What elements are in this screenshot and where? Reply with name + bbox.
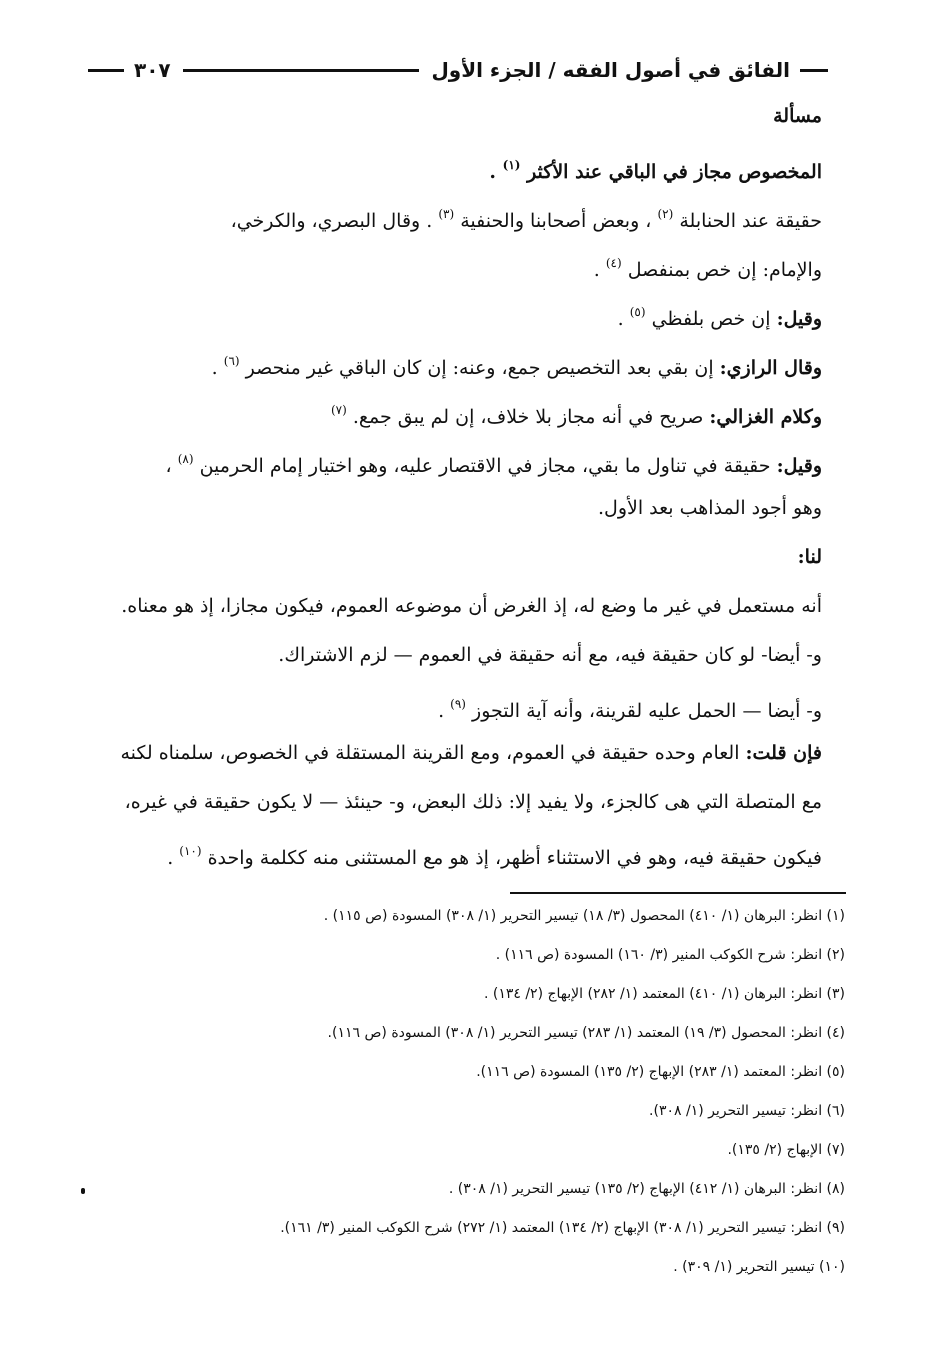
line-tail: . وقال البصري، والكرخي، [230,210,433,232]
line-text: لنا: [797,546,822,568]
paragraph-line [72,729,822,778]
line-lead: وقيل: [776,455,822,477]
header-rule-right [800,69,828,72]
footnote-ref: (١٠) [179,844,202,858]
line-text: وهو أجود المذاهب بعد الأول. [597,497,822,519]
ink-speck [81,1188,85,1194]
paragraph-line [72,288,822,337]
paragraph-line [72,778,822,827]
footnote-item: (٥) انظر: المعتمد (١/ ٢٨٣) الإبهاج (٢/ ١٣٥) المسودة (ص ١١٦). [476,1064,845,1080]
line-tail: . [211,357,218,379]
paragraph-line [72,533,822,582]
page-number: ٣٠٧ [134,58,171,82]
running-header [88,50,828,90]
line-text: أنه مستعمل في غير ما وضع له، إذ الغرض أن موضوعه العموم، فيكون مجازا، إذ هو معناه. [121,595,822,617]
line-tail: . [167,847,174,869]
footnote-ref: (٢) [657,207,674,221]
footnote-item: (١٠) تيسير التحرير (١/ ٣٠٩) . [673,1259,845,1275]
line-text: المخصوص مجاز في الباقي عند الأكثر [527,161,822,183]
line-text: إن بقي بعد التخصيص جمع، وعنه: إن كان الباقي غير منحصر [245,357,714,379]
line-tail: . [617,308,624,330]
line-tail: . [593,259,600,281]
footnote-ref: (٩) [450,697,466,711]
footnote-item: (٣) انظر: البرهان (١/ ٤١٠) المعتمد (١/ ٢٨٢) الإبهاج (٢/ ١٣٤) . [483,986,845,1002]
section-heading: مسألة [773,105,822,127]
line-text: إن خص بلفظي [651,308,771,330]
footnote-ref: (٨) [177,452,194,466]
line-text: العام وحده حقيقة في العموم، ومع القرينة المستقلة في الخصوص، سلمناه لكنه [120,742,740,764]
footnotes [100,900,845,1290]
line-tail: . [438,700,445,722]
line-text: حقيقة في تناول ما بقي، مجاز في الاقتصار عليه، وهو اختيار إمام الحرمين [199,455,771,477]
paragraph-line [72,386,822,435]
paragraph-line [72,827,822,876]
line-tail: . [489,161,496,183]
footnote-item: (٦) انظر: تيسير التحرير (١/ ٣٠٨). [649,1103,845,1119]
line-lead: فإن قلت: [745,742,822,764]
paragraph-line [72,337,822,386]
paragraph-line [72,631,822,680]
footnote-ref: (٦) [223,354,240,368]
line-text: و- أيضا- لو كان حقيقة فيه، مع أنه حقيقة في العموم — لزم الاشتراك. [278,644,822,666]
line-text: مع المتصلة التي هى كالجزء، ولا يفيد إلا: ذلك البعض، و- حينئذ — لا يكون حقيقة في غيره، [124,791,822,813]
footnote-item: (١) انظر: البرهان (١/ ٤١٠) المحصول (٣/ ١٨) تيسير التحرير (١/ ٣٠٨) المسودة (ص ١١٥) . [323,908,845,924]
footnote-item: (٨) انظر: البرهان (١/ ٤١٢) الإبهاج (٢/ ١٣٥) تيسير التحرير (١/ ٣٠٨) . [448,1181,845,1197]
footnote-ref: (٣) [438,207,455,221]
line-text: والإمام: إن خص بمنفصل [627,259,822,281]
paragraph-line [72,239,822,288]
footnote-item: (٩) انظر: تيسير التحرير (١/ ٣٠٨) الإبهاج (٢/ ١٣٤) المعتمد (١/ ٢٧٢) شرح الكوكب المنير (٣/ ١٦١). [280,1220,845,1236]
header-rule-middle [183,69,420,72]
line-lead: وقال الرازي: [719,357,822,379]
line-text: صريح في أنه مجاز بلا خلاف، إن لم يبق جمع. [352,406,704,428]
footnote-item: (٧) الإبهاج (٢/ ١٣٥). [727,1142,845,1158]
footnote-separator [510,892,846,894]
paragraph-line [72,680,822,729]
line-tail: ، [165,455,172,477]
footnote-ref: (٤) [605,256,622,270]
paragraph-line [72,435,822,484]
paragraph-line [72,190,822,239]
line-lead: وقيل: [776,308,822,330]
footnote-item: (٤) انظر: المحصول (٣/ ١٩) المعتمد (١/ ٢٨٣) تيسير التحرير (١/ ٣٠٨) المسودة (ص ١١٦). [327,1025,845,1041]
paragraph-line [72,484,822,533]
line-text: و- أيضا — الحمل عليه لقرينة، وأنه آية التجوز [472,700,822,722]
paragraph-line [72,141,822,190]
line-tail: ، وبعض أصحابنا والحنفية [460,210,652,232]
main-text [72,92,822,876]
footnote-item: (٢) انظر: شرح الكوكب المنير (٣/ ١٦٠) المسودة (ص ١١٦) . [495,947,845,963]
line-text: حقيقة عند الحنابلة [679,210,822,232]
paragraph-line [72,582,822,631]
book-title: الفائق في أصول الفقه / الجزء الأول [431,58,790,82]
header-rule-left [88,69,124,72]
footnote-ref: (٧) [330,403,347,417]
line-text: فيكون حقيقة فيه، وهو في الاستثناء أظهر، إذ هو مع المستثنى منه ككلمة واحدة [207,847,822,869]
footnote-ref: (١) [502,158,521,172]
line-lead: وكلام الغزالي: [709,406,822,428]
footnote-ref: (٥) [629,305,646,319]
